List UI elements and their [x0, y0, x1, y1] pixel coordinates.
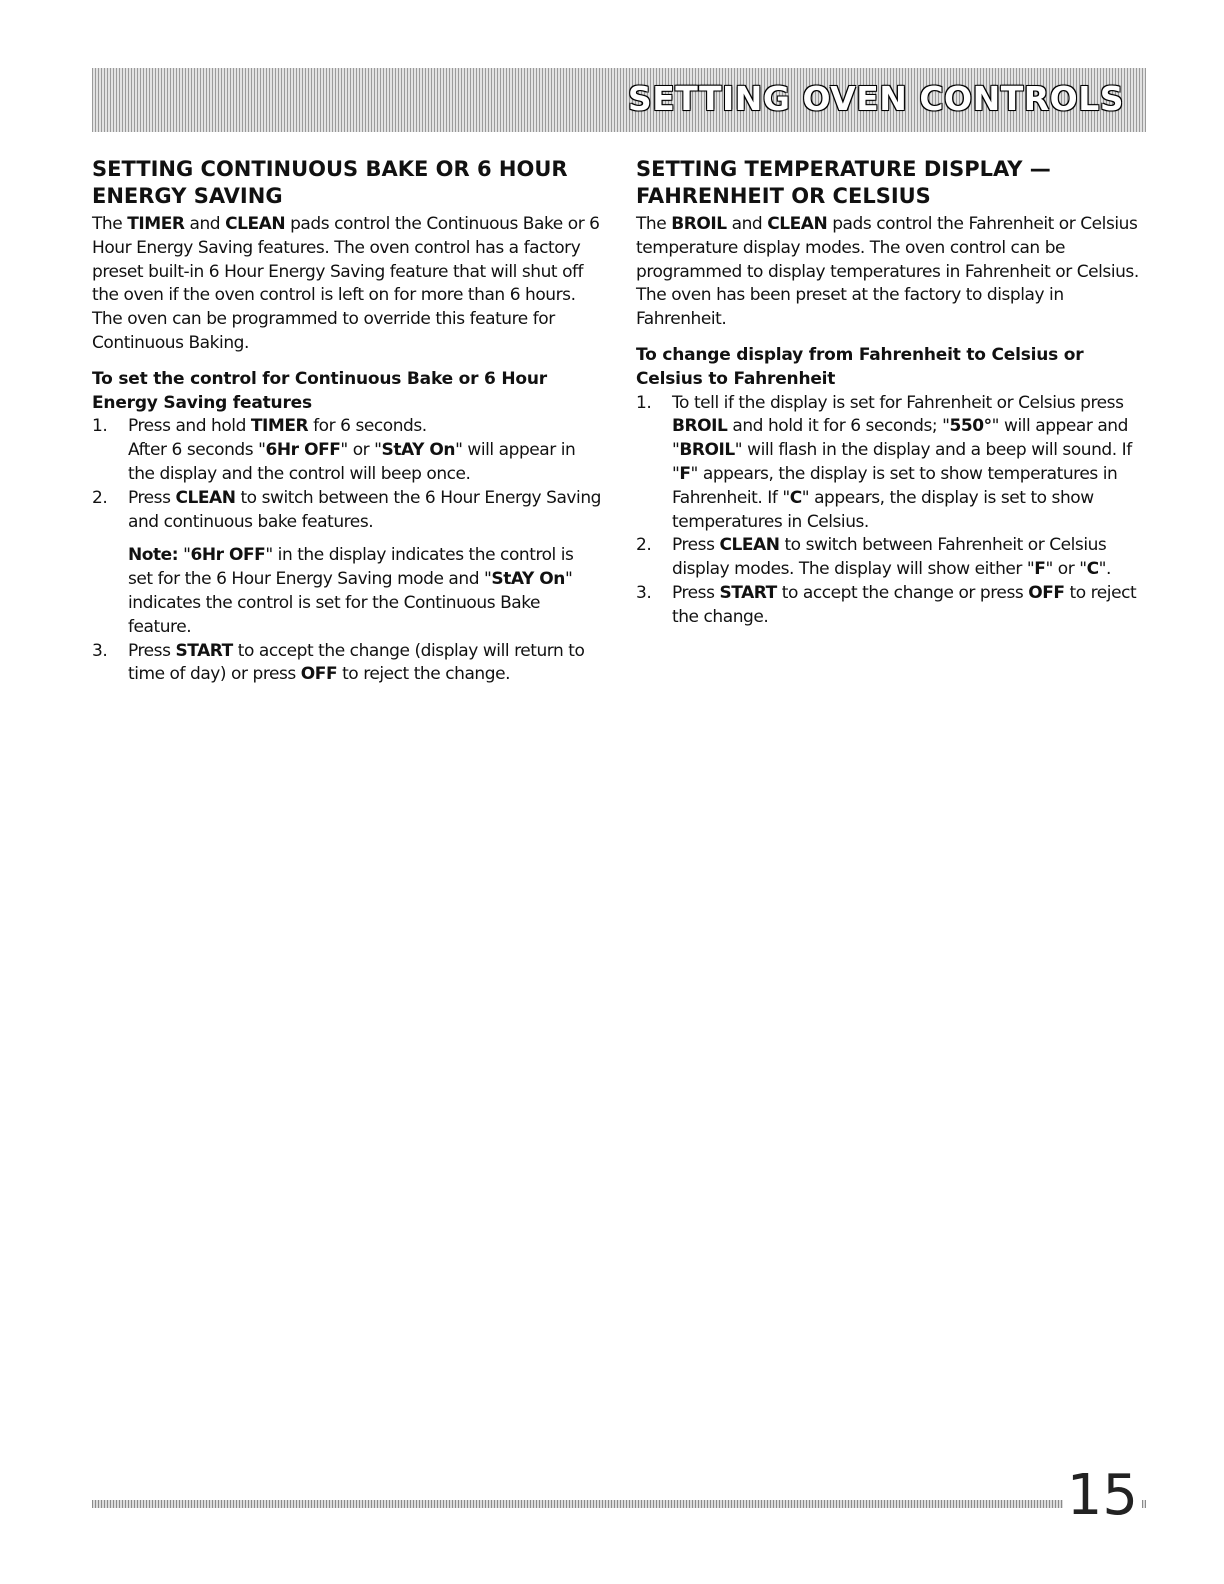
instructions-subheading: To set the control for Continuous Bake or 6 Hour Energy Saving features: [92, 368, 547, 413]
intro-paragraph: The TIMER and CLEAN pads control the Continuous Bake or 6 Hour Energy Saving features. The oven control has a factory preset built-in 6 Hour Energy Saving feature that will shut off the oven if the oven control is left on for more than 6 hours. The oven can be programmed to override this feature for Continuous Baking.: [92, 214, 600, 353]
list-item: 3. Press START to accept the change or press OFF to reject the change.: [636, 582, 1137, 627]
page-number: 15: [1063, 1466, 1142, 1526]
instructions-subheading: To change display from Fahrenheit to Celsius or Celsius to Fahrenheit: [636, 344, 1084, 389]
header-banner: [92, 68, 1146, 132]
list-item: 2. Press CLEAN to switch between the 6 Hour Energy Saving and continuous bake features. Note: "6Hr OFF" in the display indicates the control is set for the 6 Hour Energy Saving mode and "StAY On" indicates the control is set for the Continuous Bake feature.: [92, 487, 602, 640]
list-item: 1. To tell if the display is set for Fahrenheit or Celsius press BROIL and hold it for 6 seconds; "550°" will appear and "BROIL" will flash in the display and a beep will sound. If "F" appears, the display is set to show temperatures in Fahrenheit. If "C" appears, the display is set to show temperatures in Celsius.: [636, 392, 1132, 532]
page-title: SETTING OVEN CONTROLS: [627, 79, 1124, 118]
section-temperature-display: [636, 156, 1146, 630]
intro-paragraph: The BROIL and CLEAN pads control the Fahrenheit or Celsius temperature display modes. The oven control can be programmed to display temperatures in Fahrenheit or Celsius. The oven has been preset at the factory to display in Fahrenheit.: [636, 214, 1139, 330]
steps-list: [636, 392, 1146, 630]
section-heading: SETTING TEMPERATURE DISPLAY — FAHRENHEIT OR CELSIUS: [636, 157, 1051, 208]
section-heading: SETTING CONTINUOUS BAKE OR 6 HOUR ENERGY SAVING: [92, 157, 568, 208]
footer-bar: [92, 1500, 1146, 1508]
section-continuous-bake: [92, 156, 602, 687]
list-item: 1. Press and hold TIMER for 6 seconds. After 6 seconds "6Hr OFF" or "StAY On" will appear in the display and the control will beep once.: [92, 416, 576, 484]
note: Note: "6Hr OFF" in the display indicates the control is set for the 6 Hour Energy Saving mode and "StAY On" indicates the control is set for the Continuous Bake feature.: [128, 545, 574, 637]
list-item: 2. Press CLEAN to switch between Fahrenheit or Celsius display modes. The display will show either "F" or "C".: [636, 535, 1111, 580]
steps-list: [92, 415, 602, 687]
list-item: 3. Press START to accept the change (display will return to time of day) or press OFF to reject the change.: [92, 640, 585, 685]
